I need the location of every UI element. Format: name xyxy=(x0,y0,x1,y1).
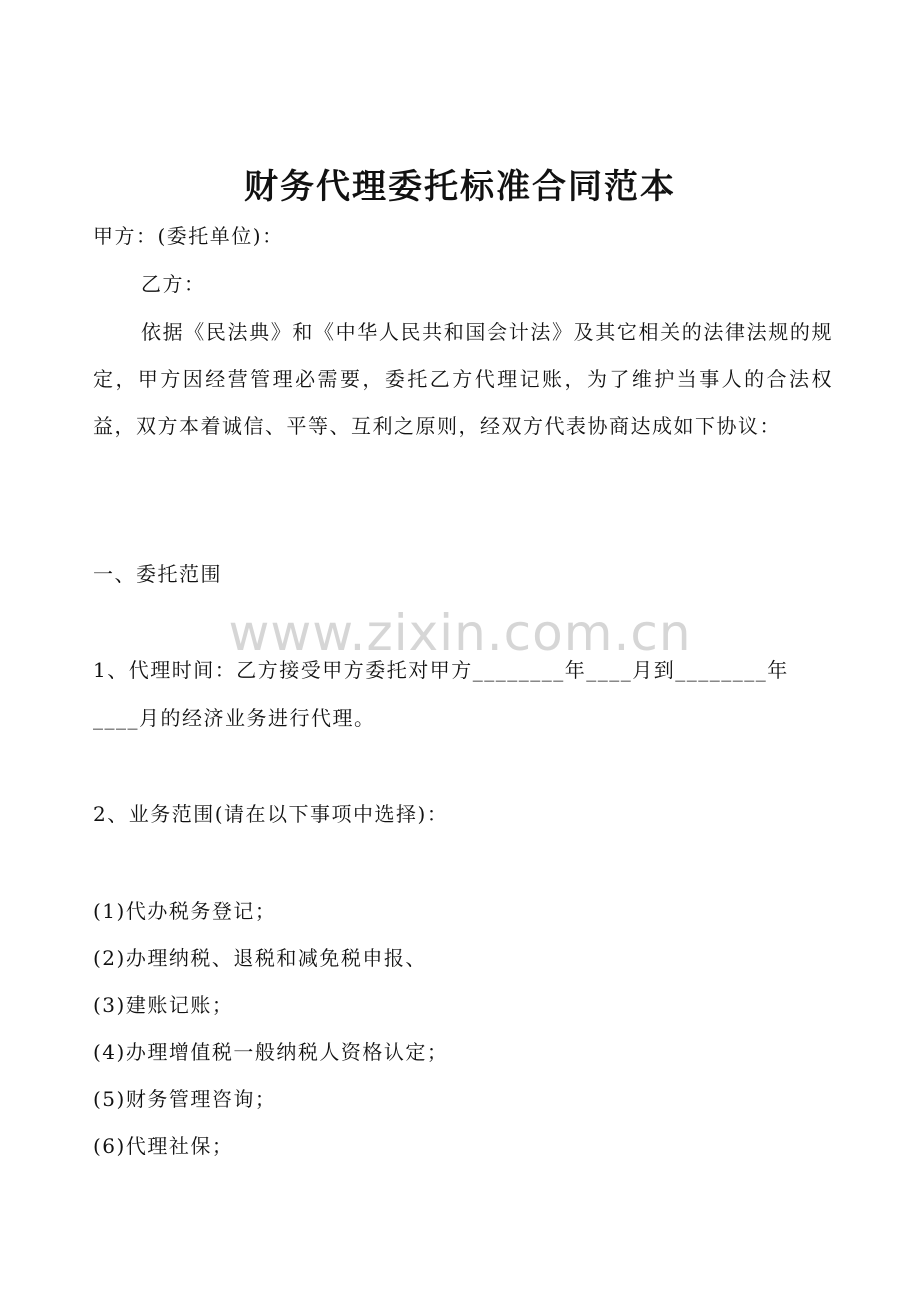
party-b-line: 乙方： xyxy=(141,272,206,296)
option-item: (3)建账记账； xyxy=(93,993,234,1017)
option-item: (2)办理纳税、退税和减免税申报、 xyxy=(93,946,427,970)
option-item: (6)代理社保； xyxy=(93,1134,234,1158)
agency-period-line-2: ____月的经济业务进行代理。 xyxy=(93,706,376,730)
party-a-line: 甲方：(委托单位)： xyxy=(93,224,284,248)
business-scope-line: 2、业务范围(请在以下事项中选择)： xyxy=(93,802,449,826)
option-item: (4)办理增值税一般纳税人资格认定； xyxy=(93,1040,449,1064)
option-item: (1)代办税务登记； xyxy=(93,899,277,923)
option-item: (5)财务管理咨询； xyxy=(93,1087,277,1111)
document-title: 财务代理委托标准合同范本 xyxy=(244,167,676,207)
agency-period-line-1: 1、代理时间：乙方接受甲方委托对甲方________年____月到________年 xyxy=(93,658,789,682)
intro-paragraph: 依据《民法典》和《中华人民共和国会计法》及其它相关的法律法规的规定，甲方因经营管理必需要，委托乙方代理记账，为了维护当事人的合法权益，双方本着诚信、平等、互利之原则，经双方代表协商达成如下协议： xyxy=(93,320,833,438)
section-heading-scope: 一、委托范围 xyxy=(93,562,222,586)
site-watermark: www.zixin.com.cn xyxy=(228,604,692,662)
